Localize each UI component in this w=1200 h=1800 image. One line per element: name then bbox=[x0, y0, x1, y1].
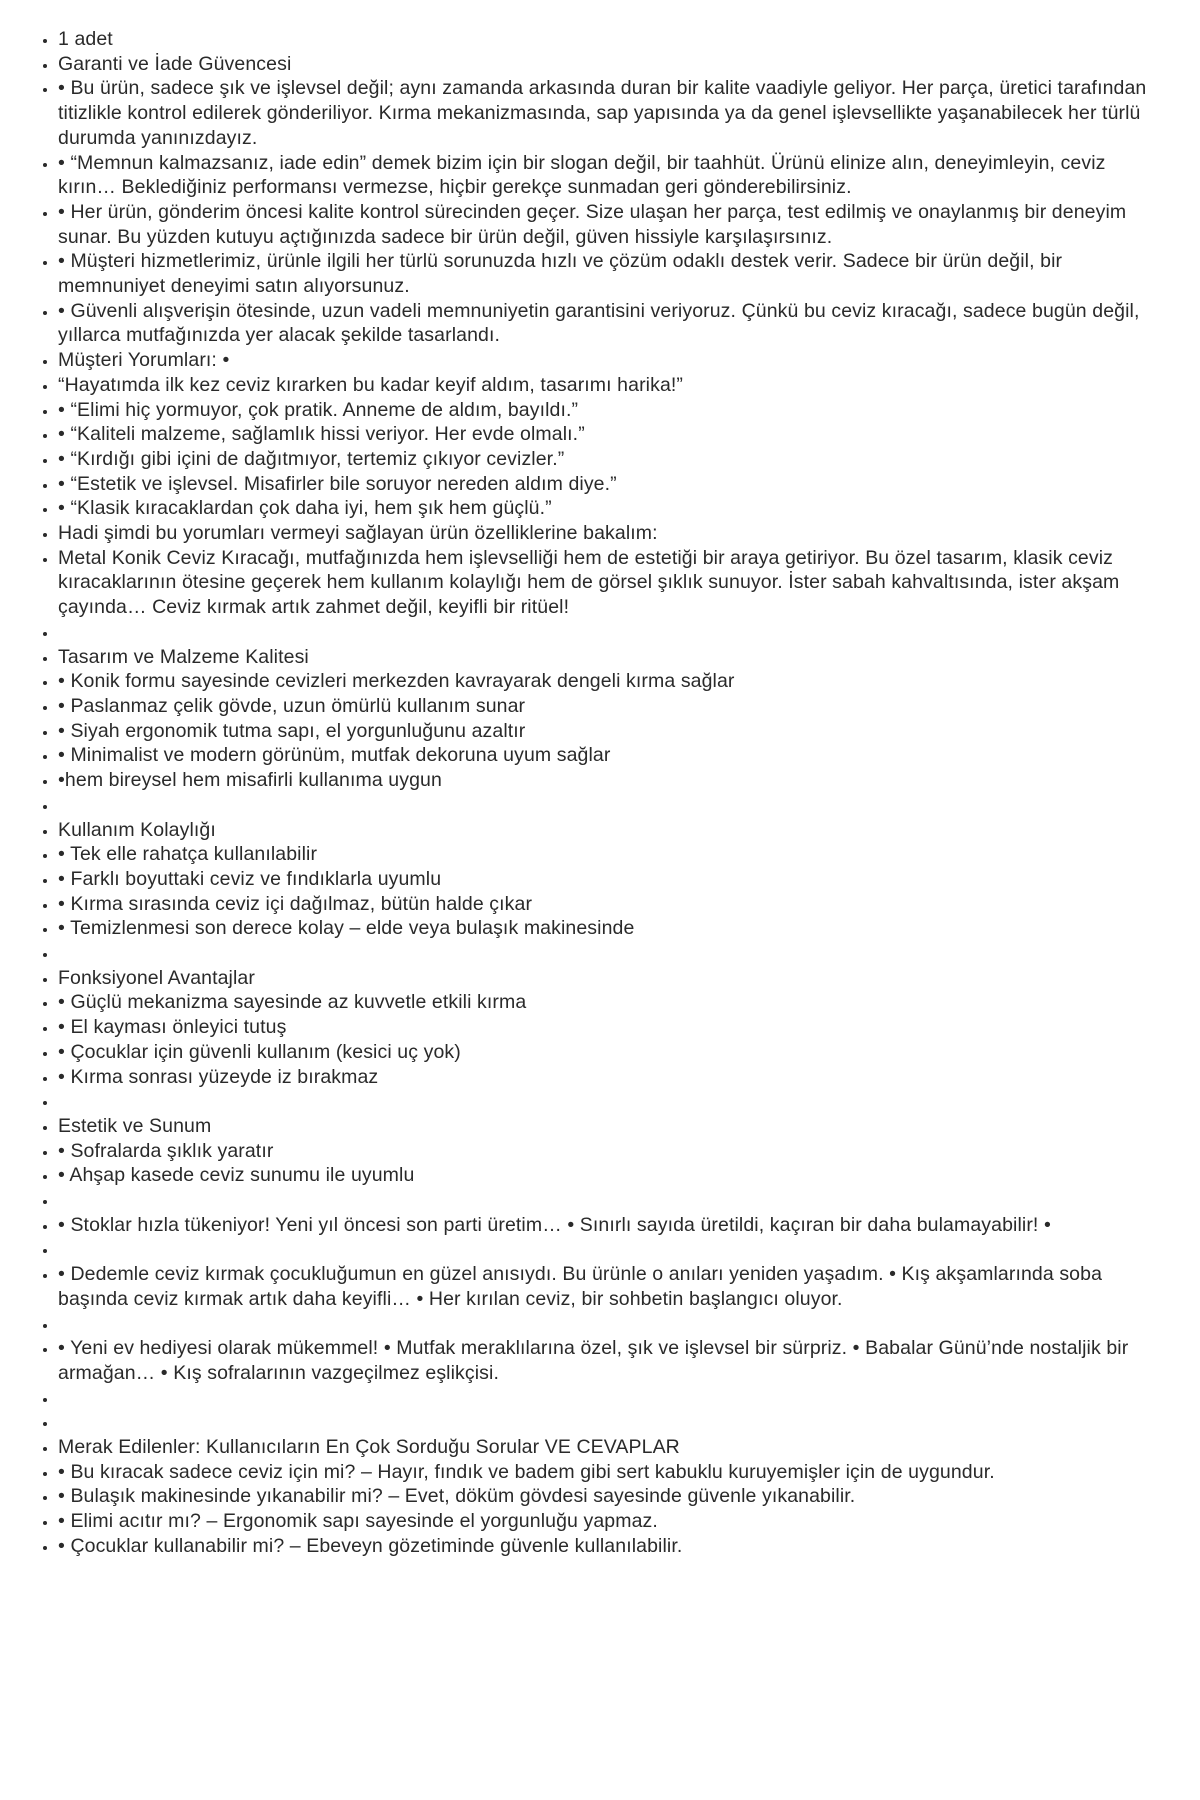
list-item bbox=[58, 1312, 1150, 1337]
list-item bbox=[58, 1089, 1150, 1114]
list-item bbox=[58, 620, 1150, 645]
list-item: • • Güvenli alışverişin ötesinde, uzun vadeli memnuniyetin garantisini veriyoruz. Çünkü bu ceviz kıracağı, sadece bugün değil, yıllarca mutfağınızda yer alacak şekilde tasarlandı. bbox=[58, 299, 1150, 348]
list-item: • • “Estetik ve işlevsel. Misafirler bile soruyor nereden aldım diye.” bbox=[58, 472, 1150, 497]
list-item: • • Bulaşık makinesinde yıkanabilir mi? – Evet, döküm gövdesi sayesinde güvenle yıkanabilir. bbox=[58, 1484, 1150, 1509]
list-item: • • “Memnun kalmazsanız, iade edin” demek bizim için bir slogan değil, bir taahhüt. Ürünü elinize alın, deneyimleyin, ceviz kırın… Beklediğiniz performansı vermezse, hiçbir gerekçe sunmadan geri gönderebilirsiniz. bbox=[58, 151, 1150, 200]
list-item: • Kullanım Kolaylığı bbox=[58, 818, 1150, 843]
list-item: • • Bu ürün, sadece şık ve işlevsel değil; aynı zamanda arkasında duran bir kalite vaadiyle geliyor. Her parça, üretici tarafından titizlikle kontrol edilerek gönderiliyor. Kırma mekanizmasında, sap yapısında ya da genel işlevsellikte yaşanabilecek her türlü durumda yanınızdayız. bbox=[58, 76, 1150, 150]
list-item: • • Bu kıracak sadece ceviz için mi? – Hayır, fındık ve badem gibi sert kabuklu kuruyemişler için de uygundur. bbox=[58, 1460, 1150, 1485]
list-item: • Estetik ve Sunum bbox=[58, 1114, 1150, 1139]
list-item: • • Stoklar hızla tükeniyor! Yeni yıl öncesi son parti üretim… • Sınırlı sayıda üretildi, kaçıran bir daha bulamayabilir! • bbox=[58, 1213, 1150, 1238]
list-item: • • “Kırdığı gibi içini de dağıtmıyor, tertemiz çıkıyor cevizler.” bbox=[58, 447, 1150, 472]
bullet-list bbox=[0, 27, 1150, 1559]
list-item bbox=[58, 941, 1150, 966]
list-item: • Müşteri Yorumları: • bbox=[58, 348, 1150, 373]
list-item: • • Temizlenmesi son derece kolay – elde veya bulaşık makinesinde bbox=[58, 916, 1150, 941]
list-item: • • El kayması önleyici tutuş bbox=[58, 1015, 1150, 1040]
list-item: • • Yeni ev hediyesi olarak mükemmel! • Mutfak meraklılarına özel, şık ve işlevsel bir sürpriz. • Babalar Günü’nde nostaljik bir armağan… • Kış sofralarının vazgeçilmez eşlikçisi. bbox=[58, 1336, 1150, 1385]
list-item: • • Ahşap kasede ceviz sunumu ile uyumlu bbox=[58, 1163, 1150, 1188]
list-item: • Metal Konik Ceviz Kıracağı, mutfağınızda hem işlevselliği hem de estetiği bir araya getiriyor. Bu özel tasarım, klasik ceviz kıracaklarının ötesine geçerek hem kullanım kolaylığı hem de görsel şıklık sunuyor. İster sabah kahvaltısında, ister akşam çayında… Ceviz kırmak artık zahmet değil, keyifli bir ritüel! bbox=[58, 546, 1150, 620]
list-item bbox=[58, 1188, 1150, 1213]
list-item: • • “Klasik kıracaklardan çok daha iyi, hem şık hem güçlü.” bbox=[58, 496, 1150, 521]
list-item: • • “Kaliteli malzeme, sağlamlık hissi veriyor. Her evde olmalı.” bbox=[58, 422, 1150, 447]
list-item: • Merak Edilenler: Kullanıcıların En Çok Sorduğu Sorular VE CEVAPLAR bbox=[58, 1435, 1150, 1460]
list-item: • • Siyah ergonomik tutma sapı, el yorgunluğunu azaltır bbox=[58, 719, 1150, 744]
list-item: • • Tek elle rahatça kullanılabilir bbox=[58, 842, 1150, 867]
list-item: • • Her ürün, gönderim öncesi kalite kontrol sürecinden geçer. Size ulaşan her parça, test edilmiş ve onaylanmış bir deneyim sunar. Bu yüzden kutuyu açtığınızda sadece bir ürün değil, güven hissiyle karşılaşırsınız. bbox=[58, 200, 1150, 249]
list-item: • “Hayatımda ilk kez ceviz kırarken bu kadar keyif aldım, tasarımı harika!” bbox=[58, 373, 1150, 398]
list-item: • • Müşteri hizmetlerimiz, ürünle ilgili her türlü sorunuzda hızlı ve çözüm odaklı destek verir. Sadece bir ürün değil, bir memnuniyet deneyimi satın alıyorsunuz. bbox=[58, 249, 1150, 298]
list-item: • • Sofralarda şıklık yaratır bbox=[58, 1139, 1150, 1164]
list-item: • • Minimalist ve modern görünüm, mutfak dekoruna uyum sağlar bbox=[58, 743, 1150, 768]
list-item: • • Güçlü mekanizma sayesinde az kuvvetle etkili kırma bbox=[58, 990, 1150, 1015]
list-item: • Hadi şimdi bu yorumları vermeyi sağlayan ürün özelliklerine bakalım: bbox=[58, 521, 1150, 546]
list-item bbox=[58, 1386, 1150, 1411]
list-item: • • Konik formu sayesinde cevizleri merkezden kavrayarak dengeli kırma sağlar bbox=[58, 669, 1150, 694]
list-item: • • Dedemle ceviz kırmak çocukluğumun en güzel anısıydı. Bu ürünle o anıları yeniden yaşadım. • Kış akşamlarında soba başında ceviz kırmak artık daha keyifli… • Her kırılan ceviz, bir sohbetin başlangıcı oluyor. bbox=[58, 1262, 1150, 1311]
list-item: • • Kırma sırasında ceviz içi dağılmaz, bütün halde çıkar bbox=[58, 892, 1150, 917]
list-item: • • Çocuklar kullanabilir mi? – Ebeveyn gözetiminde güvenle kullanılabilir. bbox=[58, 1534, 1150, 1559]
list-item: • Tasarım ve Malzeme Kalitesi bbox=[58, 645, 1150, 670]
list-item: • • Çocuklar için güvenli kullanım (kesici uç yok) bbox=[58, 1040, 1150, 1065]
list-item: • • “Elimi hiç yormuyor, çok pratik. Anneme de aldım, bayıldı.” bbox=[58, 398, 1150, 423]
list-item: • • Kırma sonrası yüzeyde iz bırakmaz bbox=[58, 1065, 1150, 1090]
list-item: • • Elimi acıtır mı? – Ergonomik sapı sayesinde el yorgunluğu yapmaz. bbox=[58, 1509, 1150, 1534]
list-item bbox=[58, 1237, 1150, 1262]
list-item: • 1 adet bbox=[58, 27, 1150, 52]
list-item: • • Farklı boyuttaki ceviz ve fındıklarla uyumlu bbox=[58, 867, 1150, 892]
list-item: • •hem bireysel hem misafirli kullanıma uygun bbox=[58, 768, 1150, 793]
list-item bbox=[58, 793, 1150, 818]
list-item: • Garanti ve İade Güvencesi bbox=[58, 52, 1150, 77]
list-item: • • Paslanmaz çelik gövde, uzun ömürlü kullanım sunar bbox=[58, 694, 1150, 719]
list-item: • Fonksiyonel Avantajlar bbox=[58, 966, 1150, 991]
list-item bbox=[58, 1410, 1150, 1435]
